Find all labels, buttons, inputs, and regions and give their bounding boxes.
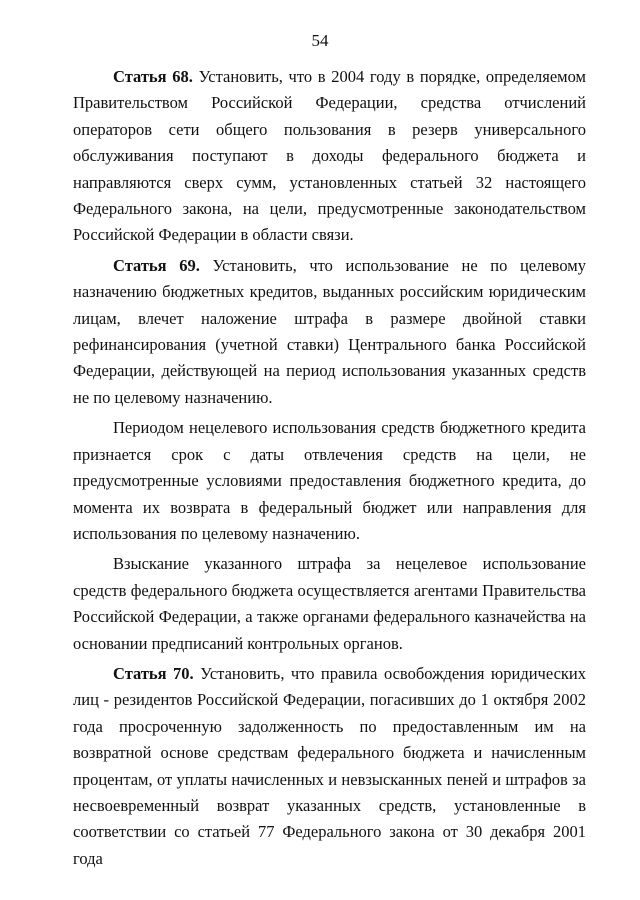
paragraph-article-68 (73, 64, 586, 249)
paragraph-text: Взыскание указанного штрафа за нецелевое использование средств федерального бюджета осуществляется агентами Правительства Российской Федерации, а также органами федерального казначейства на основании предписаний контрольных органов. (73, 554, 586, 653)
paragraph-penalty-collection (73, 551, 586, 657)
paragraph-article-70 (73, 661, 586, 872)
paragraph-text: Периодом нецелевого использования средств бюджетного кредита признается срок с даты отвлечения средств на цели, не предусмотренные условиями предоставления бюджетного кредита, до момента их возврата в федеральный бюджет или направления для использования по целевому назначению. (73, 418, 586, 543)
document-body (73, 64, 586, 872)
article-label: Статья 69. (113, 255, 200, 275)
paragraph-text: Установить, что использование не по целевому назначению бюджетных кредитов, выданных российским юридическим лицам, влечет наложение штрафа в размере двойной ставки рефинансирования (учетной ставки) Центрального банка Российской Федерации, действующей на период использования указанных средств не по целевому назначению. (73, 255, 586, 407)
paragraph-text: Установить, что в 2004 году в порядке, определяемом Правительством Российской Федерации, средства отчислений операторов сети общего пользования в резерв универсального обслуживания поступают в доходы федерального бюджета и направляются сверх сумм, установленных статьей 32 настоящего Федерального закона, на цели, предусмотренные законодательством Российской Федерации в области связи. (73, 67, 586, 245)
paragraph-misuse-period (73, 415, 586, 547)
page-number: 54 (311, 31, 329, 50)
paragraph-text: Установить, что правила освобождения юридических лиц - резидентов Российской Федерации, погасивших до 1 октября 2002 года просроченную задолженность по предоставленным им на возвратной основе средствам федерального бюджета и начисленным процентам, от уплаты начисленных и невзысканных пеней и штрафов за несвоевременный возврат указанных средств, установленные в соответствии со статьей 77 Федерального закона от 30 декабря 2001 года (73, 663, 586, 868)
article-label: Статья 70. (113, 663, 194, 683)
article-label: Статья 68. (113, 67, 193, 86)
paragraph-article-69 (73, 253, 586, 411)
